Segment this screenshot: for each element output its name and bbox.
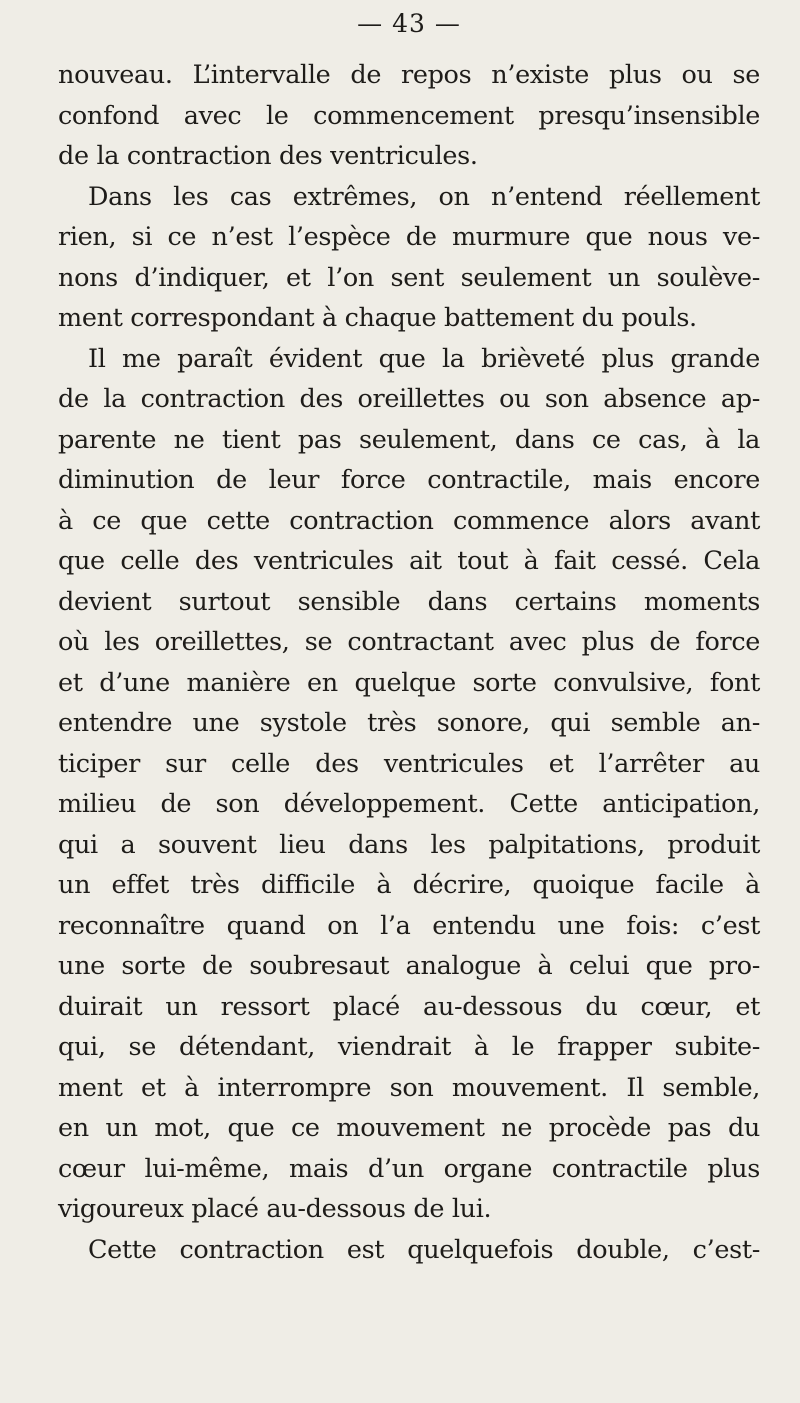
text-line: de la contraction des ventricules. [58, 141, 478, 171]
page-number: — 43 — [357, 9, 461, 38]
text-line: à ce que cette contraction commence alors avant [58, 505, 760, 536]
text-line: confond avec le commencement presqu’insensible [58, 100, 760, 131]
text-line: vigoureux placé au-dessous de lui. [58, 1194, 492, 1224]
text-line: nons d’indiquer, et l’on sent seulement un soulève- [58, 262, 760, 293]
text-line: parente ne tient pas seulement, dans ce cas, à la [58, 424, 760, 455]
text-line: milieu de son développement. Cette anticipation, [58, 789, 760, 819]
text-line: et d’une manière en quelque sorte convulsive, font [58, 667, 760, 698]
text-line: reconnaître quand on l’a entendu une fois: c’est [58, 910, 760, 941]
text-line: duirait un ressort placé au-dessous du cœur, et [58, 991, 760, 1022]
text-line: ment correspondant à chaque battement du pouls. [58, 303, 697, 333]
text-line: diminution de leur force contractile, mais encore [58, 465, 760, 495]
text-line: devient surtout sensible dans certains moments [58, 586, 760, 617]
text-line: qui, se détendant, viendrait à le frapper subite- [58, 1032, 760, 1062]
text-line: un effet très difficile à décrire, quoique facile à [58, 870, 760, 900]
text-line: nouveau. L’intervalle de repos n’existe plus ou se [58, 60, 760, 90]
text-line: où les oreillettes, se contractant avec plus de force [58, 627, 760, 657]
text-line: une sorte de soubresaut analogue à celui que pro- [58, 951, 760, 981]
text-line: ment et à interrompre son mouvement. Il semble, [58, 1072, 760, 1103]
text-line: Cette contraction est quelquefois double, c’est- [88, 1234, 760, 1265]
text-line: rien, si ce n’est l’espèce de murmure que nous ve- [58, 222, 760, 252]
text-line: cœur lui-même, mais d’un organe contractile plus [58, 1153, 760, 1184]
text-line: qui a souvent lieu dans les palpitations, produit [58, 829, 760, 860]
text-line: de la contraction des oreillettes ou son absence ap- [58, 384, 760, 414]
text-line: Il me paraît évident que la brièveté plus grande [88, 343, 760, 374]
text-line: en un mot, que ce mouvement ne procède pas du [58, 1113, 760, 1143]
text-line: entendre une systole très sonore, qui semble an- [58, 708, 760, 738]
text-line: Dans les cas extrêmes, on n’entend réellement [88, 181, 760, 212]
page-body-text [58, 55, 760, 1270]
text-line: que celle des ventricules ait tout à fait cessé. Cela [58, 546, 760, 576]
text-line: ticiper sur celle des ventricules et l’arrêter au [58, 748, 760, 779]
